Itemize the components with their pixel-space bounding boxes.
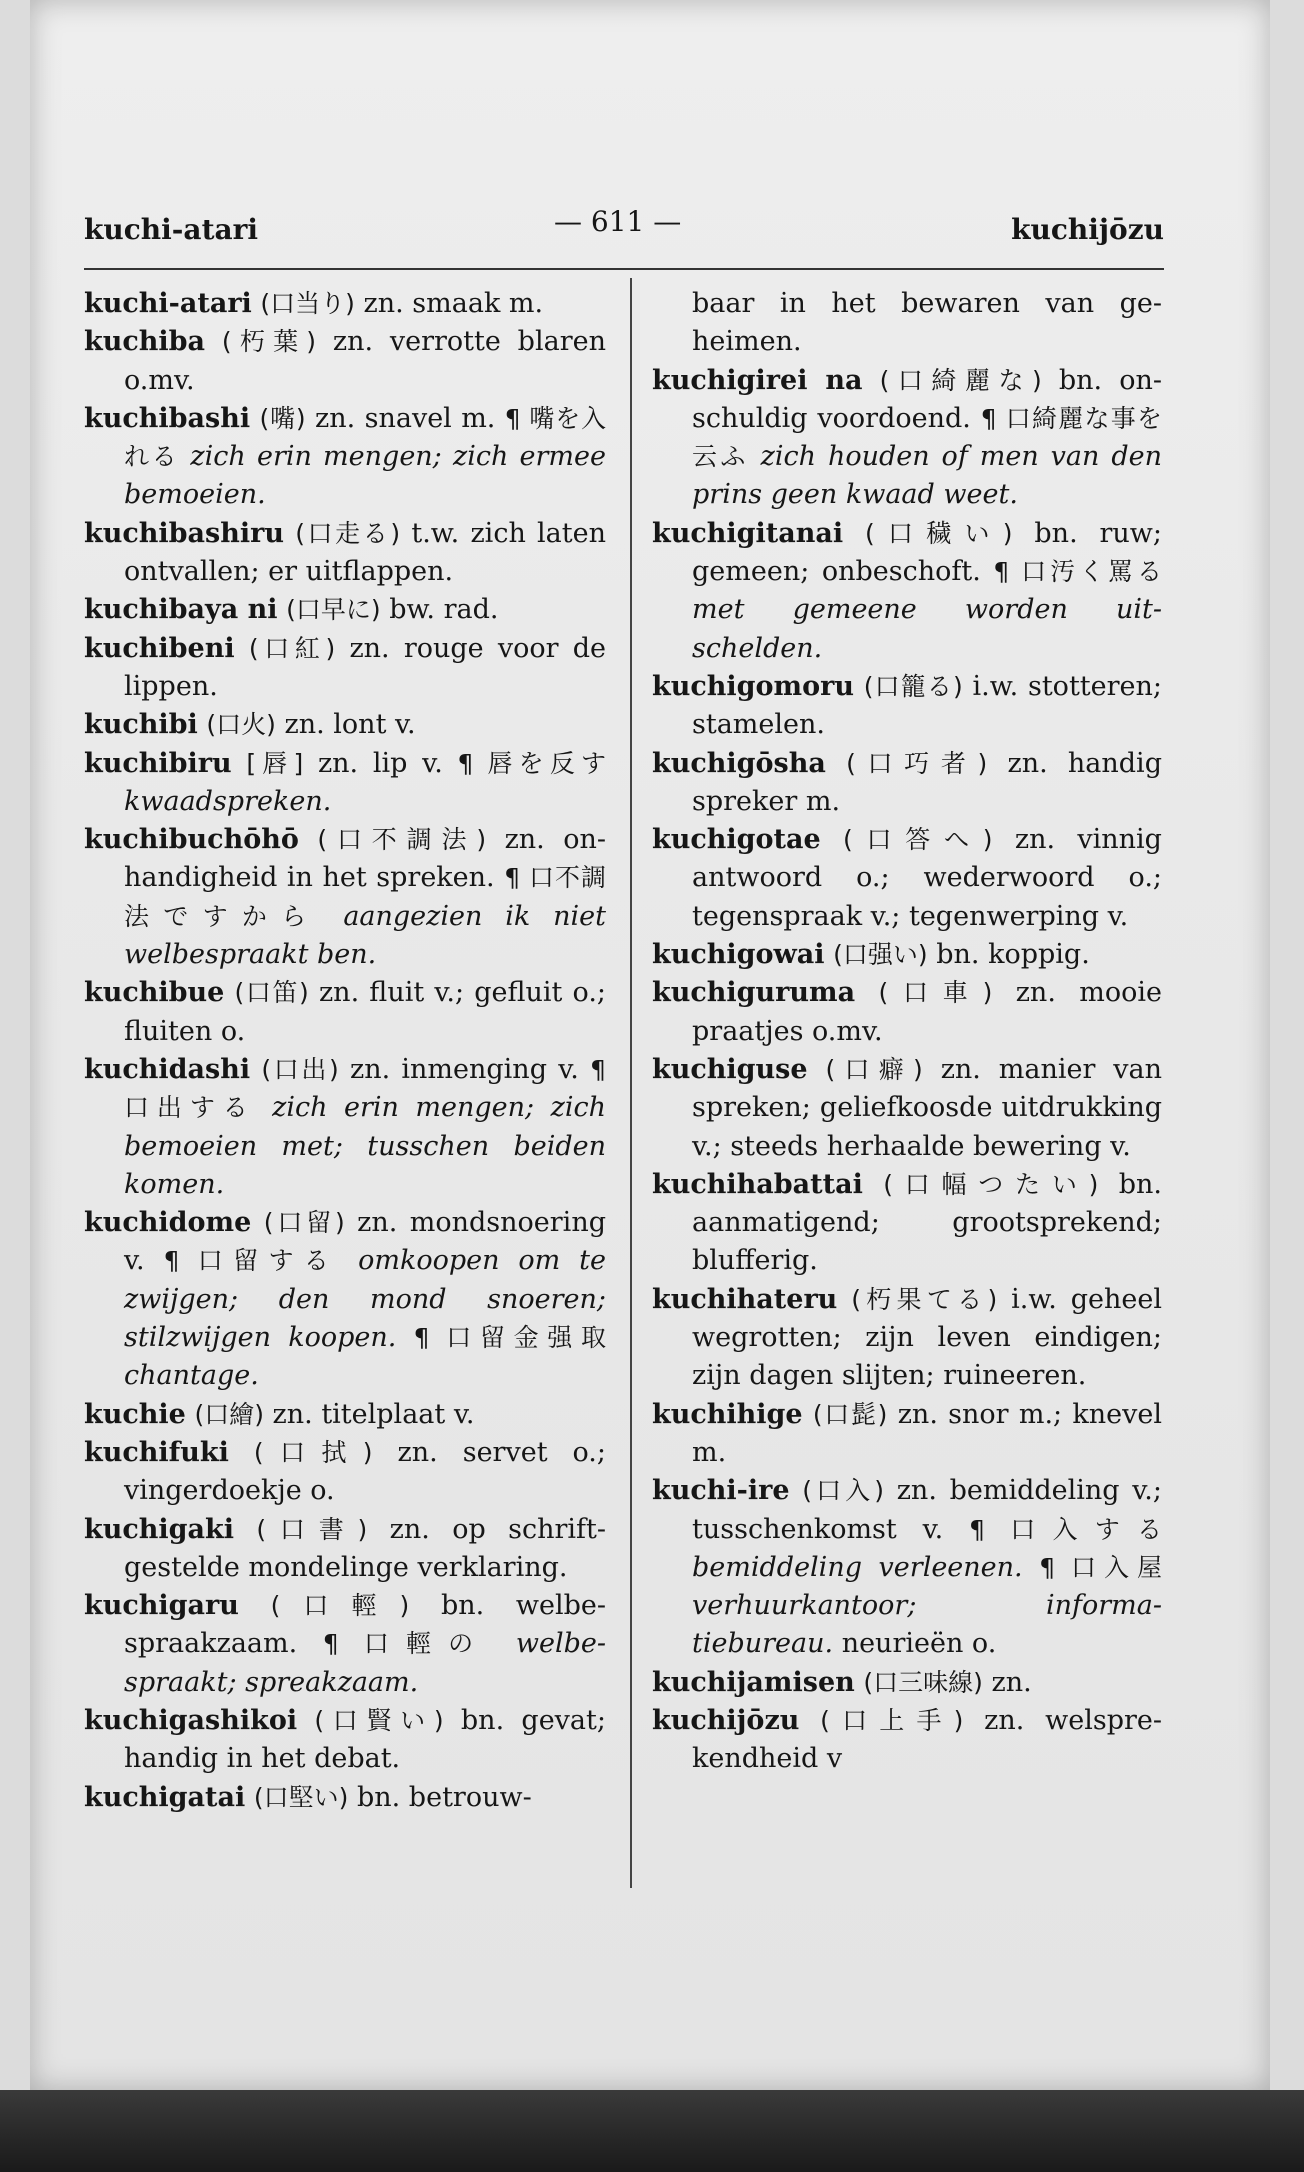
- entry-definition: zn. servet o.; vingerdoekje o.: [124, 1436, 606, 1507]
- header-rule: [84, 268, 1164, 270]
- entry-headword: kuchi-atari: [84, 288, 252, 319]
- page-number: — 611 —: [554, 205, 682, 238]
- entry-definition: zn. smaak m.: [363, 288, 544, 319]
- entry-headword: kuchifuki: [84, 1436, 229, 1468]
- entry-headword: kuchigomoru: [652, 670, 854, 702]
- entry-kanji: (口籠る): [863, 671, 963, 701]
- example-gloss: omkoopen om te zwijgen; den mond snoeren; stilzwijgen koopen.: [124, 1245, 607, 1354]
- entry-kanji: (口答へ): [843, 825, 993, 855]
- example-kanji: ¶ 口留金强取: [413, 1323, 606, 1353]
- entry-definition: zn. manier van spreken; geliefkoosde uitdrukking v.; steeds herhaalde bewering v.: [692, 1053, 1162, 1162]
- entry-kanji: (口輕): [270, 1591, 410, 1621]
- entry-definition: zn. fluit v.; gefluit o.; fluiten o.: [124, 977, 607, 1047]
- entry-kanji: (嘴): [259, 403, 306, 433]
- dictionary-entry: [652, 821, 1162, 936]
- example-gloss: bemiddeling verleenen.: [692, 1551, 1023, 1583]
- entry-kanji: (口幅つたい): [883, 1169, 1099, 1199]
- page-header: [84, 205, 1164, 255]
- entry-headword: kuchidome: [84, 1207, 252, 1239]
- dictionary-entry: [84, 1779, 606, 1817]
- dictionary-entry: [84, 974, 606, 1051]
- entry-kanji: (口三味線): [863, 1667, 983, 1697]
- left-column: [84, 285, 606, 1817]
- entry-definition: bn. welbespraakzaam.: [124, 1590, 606, 1660]
- entry-headword: kuchigōsha: [652, 747, 826, 779]
- example-gloss: verhuurkantoor; informatiebureau.: [692, 1590, 1162, 1660]
- dictionary-entry: [652, 1472, 1162, 1663]
- example-gloss: welbespraakt; spreakzaam.: [124, 1628, 606, 1698]
- dictionary-entry: [652, 936, 1162, 974]
- example-kanji: ¶ 口綺麗な事を云ふ: [692, 403, 1162, 472]
- dictionary-entry: [84, 1396, 606, 1434]
- dictionary-entry: [84, 1434, 606, 1511]
- entry-headword: kuchigashikoi: [84, 1704, 298, 1736]
- entry-kanji: [唇]: [246, 748, 304, 778]
- entry-headword: kuchibiru: [84, 747, 232, 779]
- entry-kanji: (口强い): [833, 940, 928, 970]
- entry-definition: zn. op schriftgestelde mondelinge verklaring.: [124, 1513, 606, 1583]
- entry-definition: zn. snor m.; knevel m.: [692, 1398, 1162, 1468]
- example-kanji: ¶ 口輕の: [322, 1629, 491, 1659]
- entry-kanji: (口入): [802, 1476, 885, 1506]
- entry-definition: bn. onschuldig voordoend.: [692, 364, 1162, 434]
- entry-kanji: (口早に): [286, 595, 381, 625]
- entry-kanji: (口髭): [812, 1399, 888, 1429]
- example-kanji: ¶ 口入する: [969, 1514, 1162, 1544]
- dictionary-entry: [84, 285, 606, 323]
- example-kanji: ¶ 唇を反す: [457, 748, 606, 778]
- entry-definition: bn. aanmatigend; grootsprekend; blufferig.: [692, 1168, 1162, 1277]
- entry-kanji: (口出): [261, 1054, 339, 1084]
- entry-kanji: (口上手): [820, 1705, 964, 1735]
- entry-definition: zn. onhandigheid in het spreken.: [124, 824, 606, 894]
- example-kanji: ¶ 口留する: [163, 1246, 340, 1276]
- example-gloss: zich erin mengen; zich bemoeien met; tusschen beiden komen.: [124, 1092, 606, 1200]
- entry-definition: zn. vinnig antwoord o.; wederwoord o.; tegenspraak v.; tegenwerping v.: [692, 824, 1162, 932]
- entry-headword: kuchibeni: [84, 632, 235, 664]
- left-guide-word: kuchi-atari: [84, 213, 259, 246]
- example-gloss: chantage.: [124, 1360, 259, 1392]
- column-divider: [630, 278, 632, 1888]
- dictionary-entry: [652, 1166, 1162, 1281]
- entry-headword: kuchigaru: [84, 1590, 239, 1622]
- entry-definition: zn. inmenging v.: [349, 1053, 579, 1085]
- entry-definition: i.w. stotteren; stamelen.: [692, 670, 1162, 741]
- entry-headword: kuchihabattai: [652, 1168, 863, 1200]
- example-gloss: zich erin mengen; zich ermee bemoeien.: [124, 441, 606, 511]
- entry-headword: kuchi-ire: [652, 1475, 790, 1507]
- entry-headword: kuchijōzu: [652, 1704, 800, 1736]
- entry-kanji: (口賢い): [314, 1705, 444, 1735]
- example-kanji: ¶ 口汚く罵る: [993, 557, 1162, 587]
- dictionary-entry: [84, 706, 606, 744]
- example-kanji: ¶ 口不調法ですから: [124, 863, 606, 931]
- entry-headword: kuchibashiru: [84, 517, 284, 549]
- dictionary-entry: [84, 630, 606, 707]
- entry-definition: zn. snavel m.: [315, 402, 496, 434]
- entry-kanji: (朽果てる): [851, 1284, 998, 1314]
- entry-definition: zn. welsprekendheid v: [692, 1704, 1162, 1775]
- dictionary-entry: [652, 1281, 1162, 1396]
- entry-headword: kuchibi: [84, 709, 198, 741]
- dictionary-entry: [652, 668, 1162, 745]
- example-kanji: ¶ 口入屋: [1039, 1552, 1162, 1582]
- dictionary-entry: [84, 591, 606, 629]
- dictionary-entry: [84, 1511, 606, 1588]
- entry-kanji: (口穢い): [865, 518, 1013, 548]
- dictionary-entry: [84, 1702, 606, 1779]
- example-gloss: kwaadspreken.: [124, 785, 332, 817]
- dictionary-entry: [84, 821, 606, 974]
- entry-kanji: (口留): [263, 1208, 345, 1238]
- entry-headword: kuchigatai: [84, 1781, 246, 1813]
- right-column: [652, 285, 1162, 1779]
- entry-definition: bn. ruw; gemeen; onbeschoft.: [692, 517, 1162, 588]
- entry-definition: zn.: [991, 1666, 1032, 1698]
- dictionary-entry: [652, 1051, 1162, 1166]
- entry-continuation: neurieën o.: [841, 1628, 997, 1660]
- entry-definition: zn. titelplaat v.: [272, 1398, 475, 1430]
- entry-headword: kuchibuchōhō: [84, 824, 299, 856]
- dictionary-entry: [652, 745, 1162, 822]
- entry-kanji: (口不調法): [317, 825, 487, 855]
- entry-definition: zn. mondsnoering v.: [124, 1207, 606, 1277]
- entry-definition: bw. rad.: [389, 594, 499, 626]
- entry-headword: kuchiguse: [652, 1053, 808, 1085]
- entry-definition: bn. betrouw-: [356, 1781, 532, 1813]
- entry-headword: kuchigotae: [652, 824, 821, 856]
- entry-headword: kuchihige: [652, 1398, 803, 1430]
- dictionary-entry: [84, 745, 606, 822]
- entry-headword: kuchiba: [84, 326, 206, 358]
- dictionary-entry: [652, 1664, 1162, 1702]
- entry-definition: zn. handig spreker m.: [692, 747, 1162, 817]
- entry-headword: kuchie: [84, 1398, 186, 1430]
- dictionary-entry: [84, 1051, 606, 1204]
- entry-kanji: (朽葉): [221, 327, 317, 357]
- example-gloss: aangezien ik niet welbespraakt ben.: [124, 900, 606, 971]
- entry-headword: kuchijamisen: [652, 1666, 855, 1698]
- dictionary-entry: [84, 400, 606, 515]
- dictionary-entry: [84, 323, 606, 400]
- dictionary-entry: [84, 1587, 606, 1702]
- entry-kanji: (口紅): [248, 633, 336, 663]
- entry-headword: kuchibue: [84, 977, 225, 1009]
- entry-headword: kuchigitanai: [652, 517, 844, 549]
- entry-definition: t.w. zich laten ontvallen; er uitflappen.: [124, 517, 606, 588]
- dictionary-entry: [652, 1702, 1162, 1779]
- dictionary-entry: [652, 1396, 1162, 1473]
- page-shadow-edge: [0, 2090, 1304, 2172]
- dictionary-entry: [652, 974, 1162, 1051]
- example-kanji: ¶ 嘴を入れる: [124, 403, 607, 472]
- example-kanji: ¶ 口出する: [124, 1054, 606, 1123]
- right-guide-word: kuchijōzu: [1011, 213, 1164, 246]
- example-gloss: met gemeene worden uitschelden.: [692, 594, 1162, 664]
- entry-kanji: (口巧者): [846, 748, 988, 778]
- example-gloss: zich houden of men van den prins geen kwaad weet.: [692, 441, 1162, 511]
- entry-definition: zn. verrotte blaren o.mv.: [124, 326, 606, 396]
- dictionary-entry: [652, 362, 1162, 515]
- entry-headword: kuchigaki: [84, 1513, 235, 1545]
- entry-kanji: (口堅い): [253, 1782, 349, 1812]
- entry-kanji: (口笛): [234, 978, 309, 1008]
- entry-kanji: (口癖): [825, 1054, 923, 1084]
- entry-kanji: (口当り): [260, 289, 355, 318]
- entry-definition: bn. gevat; handig in het debat.: [124, 1704, 606, 1775]
- dictionary-entry: [84, 515, 606, 592]
- entry-kanji: (口走る): [295, 518, 401, 548]
- entry-kanji: (口車): [878, 978, 993, 1008]
- entry-definition: zn. rouge voor de lippen.: [124, 632, 606, 702]
- entry-definition: zn. lip v.: [317, 747, 443, 779]
- entry-headword: kuchiguruma: [652, 977, 856, 1009]
- entry-definition: zn. bemiddeling v.; tusschenkomst v.: [692, 1475, 1162, 1545]
- entry-kanji: (口書): [256, 1514, 368, 1544]
- entry-kanji: (口綺麗な): [879, 365, 1042, 395]
- entry-headword: kuchibaya ni: [84, 594, 278, 626]
- entry-definition: zn. mooie praatjes o.mv.: [692, 977, 1162, 1047]
- entry-kanji: (口拭): [253, 1437, 373, 1467]
- entry-kanji: (口繪): [194, 1399, 264, 1429]
- dictionary-entry: [84, 1204, 606, 1395]
- entry-headword: kuchidashi: [84, 1053, 251, 1085]
- entry-definition: bn. koppig.: [936, 939, 1090, 971]
- entry-definition: zn. lont v.: [284, 709, 416, 741]
- entry-headword: kuchihateru: [652, 1283, 838, 1315]
- dictionary-entry: [652, 515, 1162, 668]
- dictionary-entry: [652, 285, 1162, 362]
- entry-headword: kuchibashi: [84, 402, 251, 434]
- entry-definition: i.w. geheel wegrotten; zijn leven eindigen; zijn dagen slijten; ruineeren.: [692, 1283, 1162, 1392]
- entry-kanji: (口火): [206, 710, 276, 740]
- entry-headword: kuchigowai: [652, 939, 825, 971]
- entry-definition: baar in het bewaren van geheimen.: [692, 288, 1162, 358]
- entry-headword: kuchigirei na: [652, 364, 863, 396]
